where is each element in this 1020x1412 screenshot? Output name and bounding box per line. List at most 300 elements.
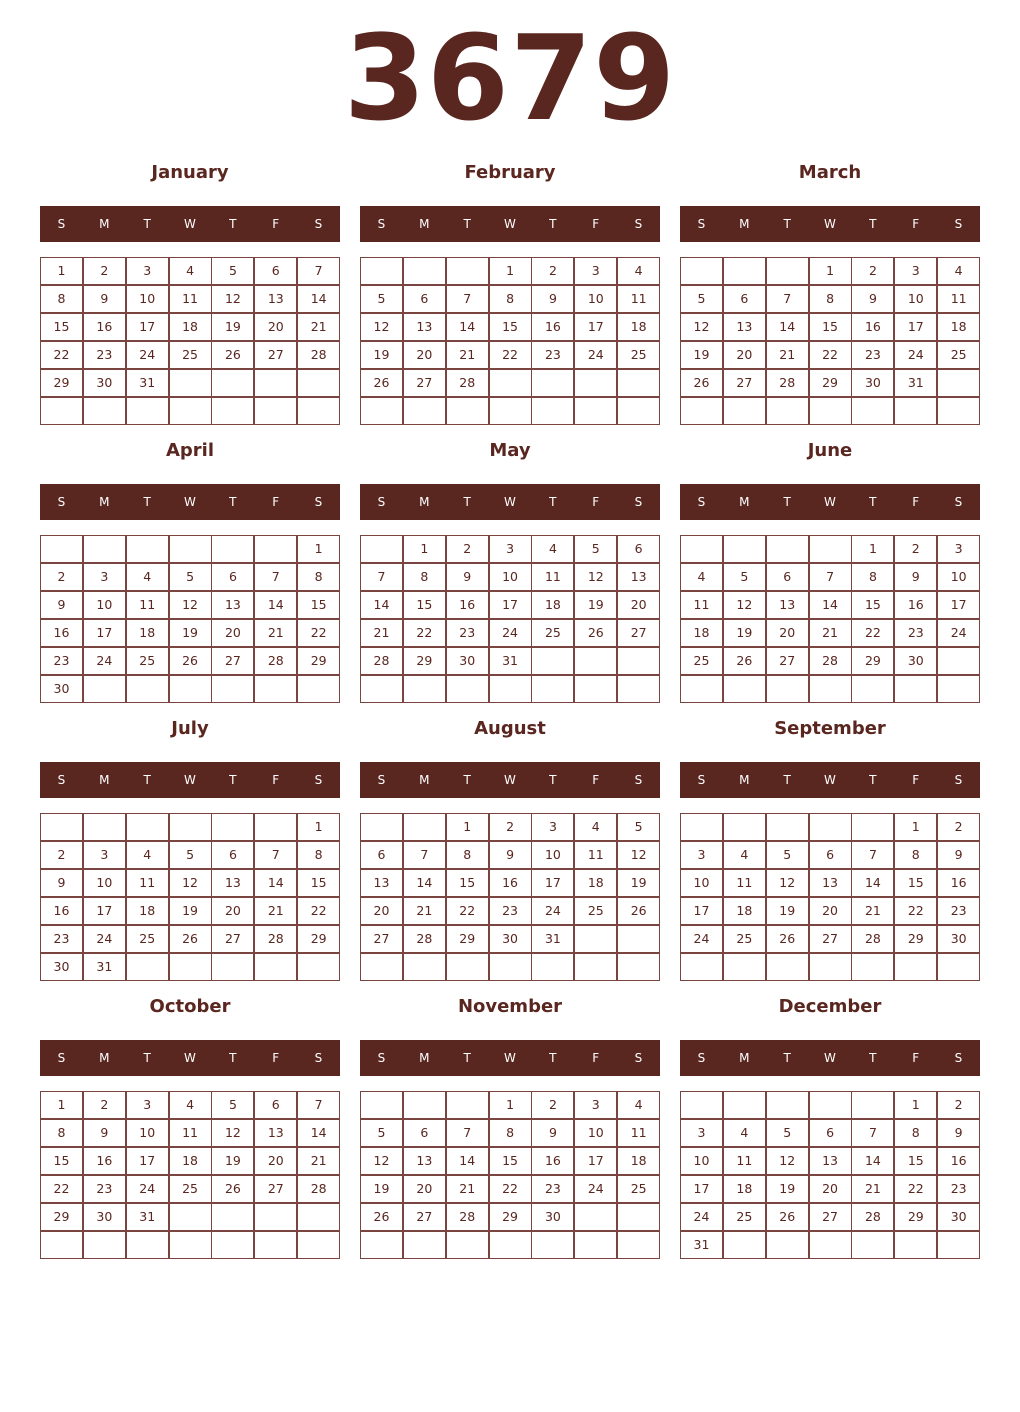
day-cell: [489, 675, 532, 703]
month-name: April: [165, 440, 215, 461]
month-name: February: [464, 162, 556, 183]
day-cell: [937, 953, 980, 981]
weekday-header: F: [272, 1051, 280, 1065]
weekday-header: T: [549, 1051, 557, 1065]
weekday-header: F: [272, 773, 280, 787]
day-cell: [169, 813, 212, 841]
day-cell: 17: [83, 897, 126, 925]
day-cell: [446, 953, 489, 981]
day-cell: 30: [894, 647, 937, 675]
weekday-header: T: [783, 495, 791, 509]
day-cell: 25: [617, 1175, 660, 1203]
day-cell: 16: [40, 897, 83, 925]
day-cell: 20: [809, 897, 852, 925]
day-cell: [211, 813, 254, 841]
day-cell: 3: [937, 535, 980, 563]
day-cell: 1: [809, 257, 852, 285]
day-cell: [680, 397, 723, 425]
day-cell: 30: [937, 925, 980, 953]
day-cell: 12: [169, 591, 212, 619]
day-cell: 30: [851, 369, 894, 397]
day-cell: 19: [766, 1175, 809, 1203]
weekday-header: S: [314, 495, 323, 509]
weekday-header: M: [739, 1051, 750, 1065]
weekday-header: S: [634, 773, 643, 787]
day-cell: [360, 813, 403, 841]
day-cell: [723, 1231, 766, 1259]
day-cell: 6: [211, 563, 254, 591]
day-cell: 23: [851, 341, 894, 369]
weekday-header: T: [229, 495, 237, 509]
day-cell: [169, 369, 212, 397]
weekday-header: M: [419, 217, 430, 231]
day-cell: [254, 813, 297, 841]
day-cell: 30: [40, 953, 83, 981]
day-cell: 7: [851, 1119, 894, 1147]
day-cell: 29: [894, 925, 937, 953]
day-cell: 23: [531, 341, 574, 369]
day-cell: 7: [766, 285, 809, 313]
day-cell: [531, 369, 574, 397]
weekday-header: T: [549, 773, 557, 787]
day-cell: 2: [83, 257, 126, 285]
day-cell: [766, 953, 809, 981]
day-cell: [254, 1231, 297, 1259]
day-cell: 17: [489, 591, 532, 619]
day-cell: [809, 813, 852, 841]
weekday-header: M: [419, 773, 430, 787]
day-cell: 6: [360, 841, 403, 869]
day-cell: 12: [169, 869, 212, 897]
day-cell: [83, 813, 126, 841]
weekday-header: W: [184, 773, 196, 787]
day-cell: [574, 647, 617, 675]
day-cell: 11: [531, 563, 574, 591]
weekday-header: T: [463, 217, 471, 231]
day-cell: [126, 675, 169, 703]
day-cell: [83, 535, 126, 563]
day-cell: 12: [617, 841, 660, 869]
day-grid: [40, 813, 341, 982]
day-cell: 14: [403, 869, 446, 897]
day-cell: 7: [360, 563, 403, 591]
day-cell: 13: [809, 869, 852, 897]
weekday-header: T: [869, 217, 877, 231]
day-cell: 28: [446, 369, 489, 397]
day-cell: 18: [126, 897, 169, 925]
day-cell: [531, 675, 574, 703]
day-cell: 2: [851, 257, 894, 285]
month-name: December: [778, 996, 882, 1017]
weekday-header: T: [143, 773, 151, 787]
month-name: June: [807, 440, 853, 461]
weekday-header-bar: [360, 762, 660, 798]
day-cell: 5: [723, 563, 766, 591]
weekday-header: W: [504, 495, 516, 509]
day-cell: 7: [446, 1119, 489, 1147]
day-cell: 8: [489, 1119, 532, 1147]
weekday-header-bar: [40, 1040, 340, 1076]
day-cell: 25: [169, 1175, 212, 1203]
day-cell: 2: [83, 1091, 126, 1119]
day-cell: 25: [617, 341, 660, 369]
day-grid: [680, 813, 981, 982]
day-cell: [723, 675, 766, 703]
day-cell: [851, 813, 894, 841]
day-cell: 29: [297, 925, 340, 953]
day-cell: 8: [403, 563, 446, 591]
day-cell: 19: [766, 897, 809, 925]
day-cell: [531, 397, 574, 425]
day-cell: 18: [937, 313, 980, 341]
weekday-header: M: [739, 495, 750, 509]
weekday-header: S: [377, 495, 386, 509]
day-cell: [809, 1231, 852, 1259]
weekday-header-bar: [680, 1040, 980, 1076]
day-cell: 23: [40, 925, 83, 953]
day-cell: 23: [446, 619, 489, 647]
day-cell: [211, 369, 254, 397]
day-grid: [360, 257, 661, 426]
day-cell: 4: [126, 563, 169, 591]
weekday-header: S: [697, 217, 706, 231]
weekday-header-bar: [360, 206, 660, 242]
day-cell: 20: [254, 313, 297, 341]
day-cell: [126, 535, 169, 563]
day-cell: 26: [360, 1203, 403, 1231]
day-cell: 19: [169, 619, 212, 647]
day-cell: 4: [617, 1091, 660, 1119]
day-cell: 13: [403, 1147, 446, 1175]
day-cell: 27: [360, 925, 403, 953]
day-cell: [169, 1231, 212, 1259]
weekday-header-bar: [680, 762, 980, 798]
day-cell: 30: [40, 675, 83, 703]
weekday-header: S: [314, 1051, 323, 1065]
day-cell: 28: [297, 341, 340, 369]
day-cell: [254, 1203, 297, 1231]
day-cell: 6: [809, 841, 852, 869]
day-cell: [766, 1231, 809, 1259]
day-cell: 15: [489, 1147, 532, 1175]
weekday-header: T: [549, 217, 557, 231]
weekday-header: S: [697, 495, 706, 509]
day-cell: 8: [297, 841, 340, 869]
day-cell: [360, 1091, 403, 1119]
day-cell: 13: [254, 285, 297, 313]
day-cell: 28: [851, 1203, 894, 1231]
day-cell: 24: [894, 341, 937, 369]
day-cell: 19: [211, 313, 254, 341]
weekday-header: S: [314, 217, 323, 231]
day-cell: [489, 369, 532, 397]
day-cell: [403, 813, 446, 841]
day-cell: [617, 397, 660, 425]
day-cell: 25: [126, 925, 169, 953]
day-cell: 23: [937, 897, 980, 925]
day-cell: 13: [360, 869, 403, 897]
weekday-header: W: [824, 217, 836, 231]
day-cell: 26: [766, 1203, 809, 1231]
weekday-header: T: [549, 495, 557, 509]
weekday-header: M: [99, 1051, 110, 1065]
day-cell: 1: [40, 257, 83, 285]
day-cell: 13: [403, 313, 446, 341]
month-name: May: [489, 440, 531, 461]
day-cell: 23: [531, 1175, 574, 1203]
day-cell: 23: [83, 1175, 126, 1203]
day-cell: 8: [894, 841, 937, 869]
day-cell: 24: [83, 647, 126, 675]
day-cell: [574, 1231, 617, 1259]
day-cell: 10: [83, 591, 126, 619]
day-cell: 22: [809, 341, 852, 369]
weekday-header: W: [504, 1051, 516, 1065]
day-cell: [937, 675, 980, 703]
day-cell: 14: [766, 313, 809, 341]
day-cell: 22: [851, 619, 894, 647]
day-cell: 11: [574, 841, 617, 869]
day-cell: [360, 953, 403, 981]
day-grid: [40, 257, 341, 426]
day-cell: 21: [360, 619, 403, 647]
day-cell: 15: [40, 1147, 83, 1175]
day-cell: 31: [680, 1231, 723, 1259]
weekday-header: F: [592, 495, 600, 509]
day-cell: 1: [446, 813, 489, 841]
day-cell: 12: [723, 591, 766, 619]
day-cell: [851, 1091, 894, 1119]
day-cell: [574, 675, 617, 703]
day-cell: 26: [211, 341, 254, 369]
day-cell: 14: [297, 285, 340, 313]
day-cell: 2: [446, 535, 489, 563]
day-cell: 28: [297, 1175, 340, 1203]
day-cell: [360, 1231, 403, 1259]
day-cell: 10: [489, 563, 532, 591]
day-cell: 2: [894, 535, 937, 563]
weekday-header: T: [463, 773, 471, 787]
day-cell: 5: [766, 1119, 809, 1147]
day-cell: 9: [937, 1119, 980, 1147]
day-cell: 4: [574, 813, 617, 841]
day-cell: [894, 1231, 937, 1259]
day-cell: 30: [83, 1203, 126, 1231]
day-cell: 20: [809, 1175, 852, 1203]
weekday-header: T: [869, 773, 877, 787]
day-cell: 13: [809, 1147, 852, 1175]
weekday-header: S: [314, 773, 323, 787]
day-cell: 17: [680, 897, 723, 925]
day-cell: 17: [83, 619, 126, 647]
weekday-header: F: [912, 217, 920, 231]
day-cell: 2: [531, 257, 574, 285]
day-cell: 8: [40, 285, 83, 313]
day-cell: [211, 953, 254, 981]
weekday-header: F: [272, 495, 280, 509]
day-cell: [723, 813, 766, 841]
day-cell: 11: [126, 869, 169, 897]
day-cell: 9: [40, 869, 83, 897]
day-cell: [937, 397, 980, 425]
day-cell: 19: [211, 1147, 254, 1175]
day-cell: 2: [531, 1091, 574, 1119]
day-cell: 24: [489, 619, 532, 647]
day-cell: 7: [446, 285, 489, 313]
day-cell: [446, 397, 489, 425]
day-cell: [809, 1091, 852, 1119]
day-cell: 20: [211, 897, 254, 925]
day-cell: 7: [297, 1091, 340, 1119]
day-cell: 3: [531, 813, 574, 841]
day-cell: [169, 675, 212, 703]
day-cell: [809, 675, 852, 703]
weekday-header-bar: [360, 1040, 660, 1076]
day-cell: [360, 675, 403, 703]
day-cell: 5: [574, 535, 617, 563]
day-cell: 7: [254, 841, 297, 869]
day-cell: [211, 1203, 254, 1231]
day-cell: 8: [809, 285, 852, 313]
day-cell: 24: [680, 1203, 723, 1231]
day-cell: 14: [809, 591, 852, 619]
day-cell: [617, 1203, 660, 1231]
weekday-header-bar: [680, 484, 980, 520]
day-cell: [126, 1231, 169, 1259]
day-cell: 9: [446, 563, 489, 591]
day-cell: 26: [574, 619, 617, 647]
day-cell: [723, 953, 766, 981]
day-cell: [617, 369, 660, 397]
day-cell: 11: [680, 591, 723, 619]
weekday-header: F: [912, 773, 920, 787]
day-cell: 17: [680, 1175, 723, 1203]
day-cell: [169, 953, 212, 981]
day-cell: 5: [680, 285, 723, 313]
weekday-header: F: [592, 217, 600, 231]
day-cell: [723, 535, 766, 563]
weekday-header: S: [634, 495, 643, 509]
day-cell: 2: [937, 813, 980, 841]
day-cell: [766, 535, 809, 563]
day-cell: [680, 257, 723, 285]
day-cell: 3: [489, 535, 532, 563]
day-cell: 26: [211, 1175, 254, 1203]
day-cell: 10: [126, 285, 169, 313]
weekday-header: W: [504, 217, 516, 231]
day-cell: 24: [680, 925, 723, 953]
day-cell: 3: [83, 563, 126, 591]
day-cell: 1: [851, 535, 894, 563]
day-grid: [680, 535, 981, 704]
day-cell: [766, 397, 809, 425]
weekday-header: S: [377, 217, 386, 231]
weekday-header: S: [954, 773, 963, 787]
day-cell: [894, 397, 937, 425]
day-cell: 5: [360, 285, 403, 313]
day-cell: 12: [211, 1119, 254, 1147]
day-cell: 25: [169, 341, 212, 369]
day-cell: 16: [531, 313, 574, 341]
day-cell: 3: [83, 841, 126, 869]
day-cell: 4: [169, 257, 212, 285]
day-cell: 27: [723, 369, 766, 397]
day-cell: 21: [254, 619, 297, 647]
day-cell: 5: [360, 1119, 403, 1147]
day-cell: 16: [83, 1147, 126, 1175]
weekday-header: T: [869, 495, 877, 509]
day-cell: 15: [446, 869, 489, 897]
day-cell: 12: [766, 1147, 809, 1175]
day-cell: 22: [489, 1175, 532, 1203]
weekday-header: T: [463, 495, 471, 509]
weekday-header: T: [143, 217, 151, 231]
day-cell: 26: [617, 897, 660, 925]
month-name: July: [171, 718, 209, 739]
weekday-header: S: [634, 1051, 643, 1065]
day-cell: 10: [126, 1119, 169, 1147]
day-cell: 22: [446, 897, 489, 925]
day-cell: 15: [403, 591, 446, 619]
day-cell: [211, 1231, 254, 1259]
day-cell: 24: [531, 897, 574, 925]
day-cell: 18: [723, 897, 766, 925]
day-cell: 27: [211, 925, 254, 953]
day-cell: [723, 257, 766, 285]
day-cell: [403, 675, 446, 703]
day-cell: 17: [574, 1147, 617, 1175]
weekday-header: S: [634, 217, 643, 231]
day-cell: [617, 647, 660, 675]
day-cell: 3: [894, 257, 937, 285]
day-cell: 20: [403, 341, 446, 369]
day-cell: 28: [446, 1203, 489, 1231]
day-cell: 10: [83, 869, 126, 897]
weekday-header: S: [697, 1051, 706, 1065]
weekday-header: F: [592, 773, 600, 787]
day-cell: [851, 1231, 894, 1259]
day-cell: [446, 1091, 489, 1119]
day-cell: [766, 675, 809, 703]
day-cell: 12: [766, 869, 809, 897]
weekday-header: W: [824, 1051, 836, 1065]
day-cell: [126, 953, 169, 981]
day-cell: 13: [211, 591, 254, 619]
day-cell: 5: [617, 813, 660, 841]
day-cell: 21: [297, 313, 340, 341]
day-cell: 3: [680, 841, 723, 869]
day-cell: 16: [937, 1147, 980, 1175]
day-cell: [40, 535, 83, 563]
day-cell: [83, 675, 126, 703]
day-cell: 29: [446, 925, 489, 953]
day-cell: 8: [297, 563, 340, 591]
day-cell: [403, 1091, 446, 1119]
day-cell: 17: [574, 313, 617, 341]
day-cell: 16: [446, 591, 489, 619]
day-cell: 31: [489, 647, 532, 675]
day-cell: 15: [297, 869, 340, 897]
weekday-header: S: [377, 1051, 386, 1065]
day-cell: [40, 1231, 83, 1259]
day-cell: 14: [851, 1147, 894, 1175]
weekday-header-bar: [680, 206, 980, 242]
day-cell: 30: [531, 1203, 574, 1231]
day-cell: 16: [40, 619, 83, 647]
day-cell: [531, 953, 574, 981]
day-cell: 17: [126, 313, 169, 341]
day-cell: 27: [403, 369, 446, 397]
